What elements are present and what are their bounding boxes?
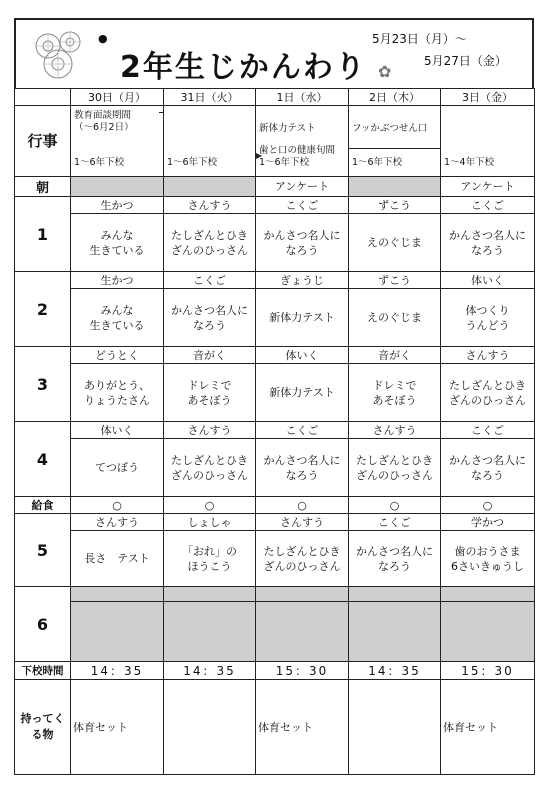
period-number: 2 <box>15 272 71 347</box>
activity-cell: かんさつ名人に なろう <box>441 214 535 272</box>
lunch-cell: ○ <box>349 497 441 514</box>
subject-cell: こくご <box>441 197 535 214</box>
bring-row <box>15 680 535 775</box>
period-6-cell <box>441 587 535 602</box>
subject-cell: ぎょうじ <box>256 272 349 289</box>
date-to: 5月27日（金） <box>424 54 507 68</box>
asa-cell: アンケート <box>441 177 535 197</box>
subject-cell: 学かつ <box>441 514 535 531</box>
period-number: 4 <box>15 422 71 497</box>
period-activity-row <box>15 531 535 587</box>
dismissal-time: 14：35 <box>164 662 256 680</box>
subject-cell: さんすう <box>164 197 256 214</box>
dismissal-text: 1～4年下校 <box>444 157 495 168</box>
period-number: 5 <box>15 514 71 587</box>
activity-cell: 新体力テスト <box>256 364 349 422</box>
period-6-cell <box>441 602 535 662</box>
subject-cell: さんすう <box>349 422 441 439</box>
timetable-sheet <box>14 18 534 775</box>
row-label-dismissal: 下校時間 <box>15 662 71 680</box>
event-text: 新体力テスト <box>259 123 316 134</box>
subject-cell: 音がく <box>349 347 441 364</box>
period-6-bottom <box>15 602 535 662</box>
subject-cell: ずこう <box>349 272 441 289</box>
activity-cell: 長さ テスト <box>71 531 164 587</box>
activity-cell: かんさつ名人に なろう <box>349 531 441 587</box>
bring-cell: 体育セット <box>71 680 164 775</box>
dismissal-time: 15：30 <box>256 662 349 680</box>
asa-row <box>15 177 535 197</box>
subject-cell: しょしゃ <box>164 514 256 531</box>
activity-cell: みんな 生きている <box>71 289 164 347</box>
subject-cell: さんすう <box>441 347 535 364</box>
day-header: 3日（金） <box>441 89 535 106</box>
asa-cell <box>71 177 164 197</box>
subject-cell: こくご <box>256 197 349 214</box>
activity-cell: 新体力テスト <box>256 289 349 347</box>
day-header: 30日（月） <box>71 89 164 106</box>
activity-cell: 「おれ」の ほうこう <box>164 531 256 587</box>
subject-cell: こくご <box>256 422 349 439</box>
subject-cell: さんすう <box>256 514 349 531</box>
gyoji-cell-fri <box>441 106 535 177</box>
subject-cell: ずこう <box>349 197 441 214</box>
bring-cell: 体育セット <box>256 680 349 775</box>
activity-cell: えのぐじま <box>349 289 441 347</box>
day-header: 31日（火） <box>164 89 256 106</box>
day-header: 1日（水） <box>256 89 349 106</box>
lunch-cell: ○ <box>441 497 535 514</box>
activity-cell: えのぐじま <box>349 214 441 272</box>
row-label-bring: 持ってくる物 <box>15 680 71 775</box>
subject-cell: 体いく <box>71 422 164 439</box>
dismissal-text: 1～6年下校 <box>352 157 403 168</box>
activity-cell: かんさつ名人に なろう <box>441 439 535 497</box>
period-6-cell <box>256 602 349 662</box>
event-text: （～6月2日） <box>74 122 134 133</box>
dismissal-text: 1～6年下校 <box>74 157 125 168</box>
activity-cell: ドレミで あそぼう <box>349 364 441 422</box>
period-activity-row <box>15 289 535 347</box>
period-number: 6 <box>15 587 71 662</box>
period-6-cell <box>349 587 441 602</box>
period-5-rows <box>15 514 535 587</box>
activity-cell: ありがとう、 りょうたさん <box>71 364 164 422</box>
timetable <box>14 88 535 775</box>
period-activity-row <box>15 364 535 422</box>
header <box>14 18 534 88</box>
date-from: 5月23日（月）～ <box>372 32 467 46</box>
lunch-cell: ○ <box>256 497 349 514</box>
period-subject-row <box>15 272 535 289</box>
event-text: 教育面談期間 <box>74 110 132 121</box>
gyoji-cell-tue <box>164 106 256 177</box>
asa-cell <box>349 177 441 197</box>
asa-cell <box>164 177 256 197</box>
lunch-row <box>15 497 535 514</box>
activity-cell: みんな 生きている <box>71 214 164 272</box>
event-text: 歯と口の健康旬間 <box>259 145 336 156</box>
lunch-cell: ○ <box>164 497 256 514</box>
gyoji-cell-wed <box>256 106 349 177</box>
dismissal-time: 15：30 <box>441 662 535 680</box>
dismissal-text: 1～6年下校 <box>167 157 218 168</box>
activity-cell: たしざんとひき ざんのひっさん <box>164 214 256 272</box>
subject-cell: こくご <box>164 272 256 289</box>
dismissal-time: 14：35 <box>349 662 441 680</box>
subject-cell: 音がく <box>164 347 256 364</box>
period-6-cell <box>71 587 164 602</box>
gyoji-row <box>15 106 535 177</box>
asa-cell: アンケート <box>256 177 349 197</box>
period-rows <box>15 197 535 497</box>
bring-cell <box>349 680 441 775</box>
activity-cell: 体つくり うんどう <box>441 289 535 347</box>
dandelion-illustration-icon <box>28 26 90 84</box>
subject-cell: こくご <box>441 422 535 439</box>
flower-icon: ✿ <box>378 62 392 81</box>
activity-cell: かんさつ名人に なろう <box>256 439 349 497</box>
period-6-cell <box>256 587 349 602</box>
row-label-lunch: 給食 <box>15 497 71 514</box>
period-6-cell <box>71 602 164 662</box>
activity-cell: たしざんとひき ざんのひっさん <box>349 439 441 497</box>
period-number: 1 <box>15 197 71 272</box>
activity-cell: たしざんとひき ざんのひっさん <box>256 531 349 587</box>
activity-cell: ドレミで あそぼう <box>164 364 256 422</box>
gyoji-cell-mon <box>71 106 164 177</box>
subject-cell: 体いく <box>441 272 535 289</box>
corner-cell <box>15 89 71 106</box>
subject-cell: こくご <box>349 514 441 531</box>
dismissal-time: 14：35 <box>71 662 164 680</box>
activity-cell: 歯のおうさま 6さいきゅうし <box>441 531 535 587</box>
subject-cell: どうとく <box>71 347 164 364</box>
period-number: 3 <box>15 347 71 422</box>
event-period-arrow <box>349 148 441 149</box>
dismissal-text: 1～6年下校 <box>259 157 310 168</box>
activity-cell: たしざんとひき ざんのひっさん <box>441 364 535 422</box>
subject-cell: さんすう <box>71 514 164 531</box>
bee-icon: ● <box>98 32 108 45</box>
activity-cell: かんさつ名人に なろう <box>256 214 349 272</box>
activity-cell: かんさつ名人に なろう <box>164 289 256 347</box>
period-subject-row <box>15 422 535 439</box>
period-subject-row <box>15 514 535 531</box>
period-6-cell <box>164 602 256 662</box>
row-label-asa: 朝 <box>15 177 71 197</box>
lunch-cell: ○ <box>71 497 164 514</box>
activity-cell: たしざんとひき ざんのひっさん <box>164 439 256 497</box>
bring-cell: 体育セット <box>441 680 535 775</box>
subject-cell: 生かつ <box>71 272 164 289</box>
period-activity-row <box>15 214 535 272</box>
subject-cell: 体いく <box>256 347 349 364</box>
period-6-cell <box>164 587 256 602</box>
period-subject-row <box>15 347 535 364</box>
activity-cell: てつぼう <box>71 439 164 497</box>
period-6-top <box>15 587 535 602</box>
event-text: フッかぶつせん口 <box>352 123 428 134</box>
day-header: 2日（木） <box>349 89 441 106</box>
period-subject-row <box>15 197 535 214</box>
subject-cell: 生かつ <box>71 197 164 214</box>
dismissal-row <box>15 662 535 680</box>
page-title: 2年生じかんわり <box>120 50 367 85</box>
period-activity-row <box>15 439 535 497</box>
gyoji-cell-thu <box>349 106 441 177</box>
bring-cell <box>164 680 256 775</box>
period-6-cell <box>349 602 441 662</box>
subject-cell: さんすう <box>164 422 256 439</box>
row-label-gyoji: 行事 <box>15 106 71 177</box>
